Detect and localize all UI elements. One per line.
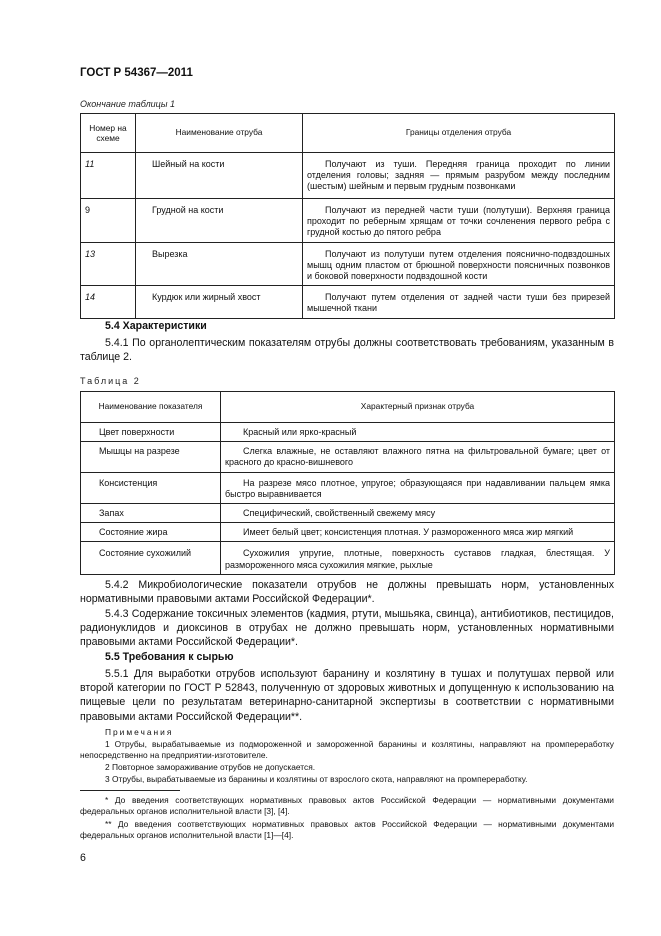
cut-description-text: Получают из полутуши путем отделения пояснично-подвздошных мышц одним пластом от брюшной поверхности поясничных позвонков и боковой поверхности подвздошной кости [307, 248, 610, 282]
indicator-name: Цвет поверхности [81, 423, 221, 442]
table2 [80, 391, 615, 575]
indicator-name: Состояние жира [81, 523, 221, 542]
paragraph-5-4-2: 5.4.2 Микробиологические показатели отрубов не должны превышать норм, установленных нормативными правовыми актами Российской Федерации*. [80, 579, 614, 606]
footnote-2: ** До введения соответствующих нормативных правовых актов Российской Федерации — нормативными документами федеральных органов исполнительной власти [1]—[4]. [80, 819, 614, 841]
table1-col-bounds: Границы отделения отруба [303, 114, 615, 153]
document-header: ГОСТ Р 54367—2011 [80, 67, 193, 79]
indicator-name: Мышцы на разрезе [81, 442, 221, 472]
page-number: 6 [80, 852, 86, 864]
indicator-value-text: Слегка влажные, не оставляют влажного пятна на фильтровальной бумаге; цвет от красного до красно-вишневого [225, 446, 610, 468]
cut-name: Вырезка [136, 242, 303, 286]
indicator-value [221, 472, 615, 503]
footnote-separator [80, 790, 180, 791]
footnote-1: * До введения соответствующих нормативных правовых актов Российской Федерации — нормативными документами федеральных органов исполнительной власти [3], [4]. [80, 795, 614, 817]
indicator-value-text: Красный или ярко-красный [243, 427, 357, 437]
table-row [81, 242, 615, 286]
paragraph-5-4-3: 5.4.3 Содержание токсичных элементов (кадмия, ртути, мышьяка, свинца), антибиотиков, пестицидов, радионуклидов и диоксинов в отрубах не должно превышать норм, установленных нормативными правовыми актами Российской Федерации*. [80, 608, 614, 649]
cut-number: 14 [81, 286, 136, 318]
table1-caption: Окончание таблицы 1 [80, 99, 175, 109]
indicator-name: Консистенция [81, 472, 221, 503]
note-1: 1 Отрубы, вырабатываемые из подмороженной и замороженной баранины и козлятины, направляют на промпереработку непосредственно на предприятии-изготовителе. [80, 739, 614, 761]
cut-description-text: Получают путем отделения от задней части туши без прирезей мышечной ткани [307, 292, 610, 314]
indicator-value [221, 523, 615, 542]
indicator-name: Запах [81, 504, 221, 523]
note-2: 2 Повторное замораживание отрубов не допускается. [105, 762, 316, 772]
cut-name: Курдюк или жирный хвост [136, 286, 303, 318]
table-row [81, 523, 615, 542]
table-row [81, 504, 615, 523]
section-5-4-title: 5.4 Характеристики [105, 320, 207, 332]
paragraph-5-5-1: 5.5.1 Для выработки отрубов используют баранину и козлятину в тушах и полутушах первой или второй категории по ГОСТ Р 52843, полученную от здоровых животных и допущенную к использованию на пищевые цели по результатам ветеринарно-санитарной экспертизы в соответствии с нормативными правовыми актами Российской Федерации**. [80, 668, 614, 723]
cut-description-text: Получают из туши. Передняя граница проходит по линии отделения головы; задняя — прямым разрубом между последним (шестым) шейным и первым грудным позвонками [307, 159, 610, 192]
table1 [80, 113, 615, 319]
cut-number: 9 [81, 199, 136, 243]
table2-caption: Таблица 2 [80, 376, 141, 386]
table1-col-name: Наименование отруба [136, 114, 303, 153]
indicator-name: Состояние сухожилий [81, 542, 221, 574]
table-row [81, 423, 615, 442]
cut-name: Шейный на кости [136, 153, 303, 199]
indicator-value-text: Специфический, свойственный свежему мясу [243, 508, 436, 519]
cut-description [303, 242, 615, 286]
cut-description [303, 199, 615, 243]
table-row [81, 199, 615, 243]
cut-description [303, 286, 615, 318]
cut-name: Грудной на кости [136, 199, 303, 243]
table-row [81, 153, 615, 199]
section-5-5-title: 5.5 Требования к сырью [105, 651, 234, 663]
indicator-value-text: Имеет белый цвет; консистенция плотная. У размороженного мяса жир мягкий [243, 527, 574, 538]
notes-title: Примечания [105, 727, 174, 737]
indicator-value-text: На разрезе мясо плотное, упругое; образующаяся при надавливании пальцем ямка быстро выравнивается [225, 477, 610, 499]
cut-description [303, 153, 615, 199]
cut-description-text: Получают из передней части туши (полутуши). Верхняя граница проходит по реберным хрящам от точки сочленения первого ребра с грудной костью до пятого ребра [307, 205, 610, 238]
table-row [81, 472, 615, 503]
cut-number: 13 [81, 242, 136, 286]
table2-col-value: Характерный признак отруба [221, 392, 615, 423]
indicator-value-text: Сухожилия упругие, плотные, поверхность суставов гладкая, блестящая. У размороженного мяса сухожилия мягкие, рыхлые [225, 548, 610, 570]
indicator-value [221, 423, 615, 442]
table-row [81, 542, 615, 574]
paragraph-5-4-1: 5.4.1 По органолептическим показателям отрубы должны соответствовать требованиям, указанным в таблице 2. [80, 337, 614, 364]
table2-header-row [81, 392, 615, 423]
indicator-value [221, 504, 615, 523]
table-row [81, 442, 615, 472]
table2-col-name: Наименование показателя [81, 392, 221, 423]
table1-header-row [81, 114, 615, 153]
indicator-value [221, 442, 615, 472]
table1-col-num: Номер на схеме [81, 114, 136, 153]
cut-number: 11 [81, 153, 136, 199]
indicator-value [221, 542, 615, 574]
table-row [81, 286, 615, 318]
note-3: 3 Отрубы, вырабатываемые из баранины и козлятины от взрослого скота, направляют на промпереработку. [105, 774, 528, 784]
